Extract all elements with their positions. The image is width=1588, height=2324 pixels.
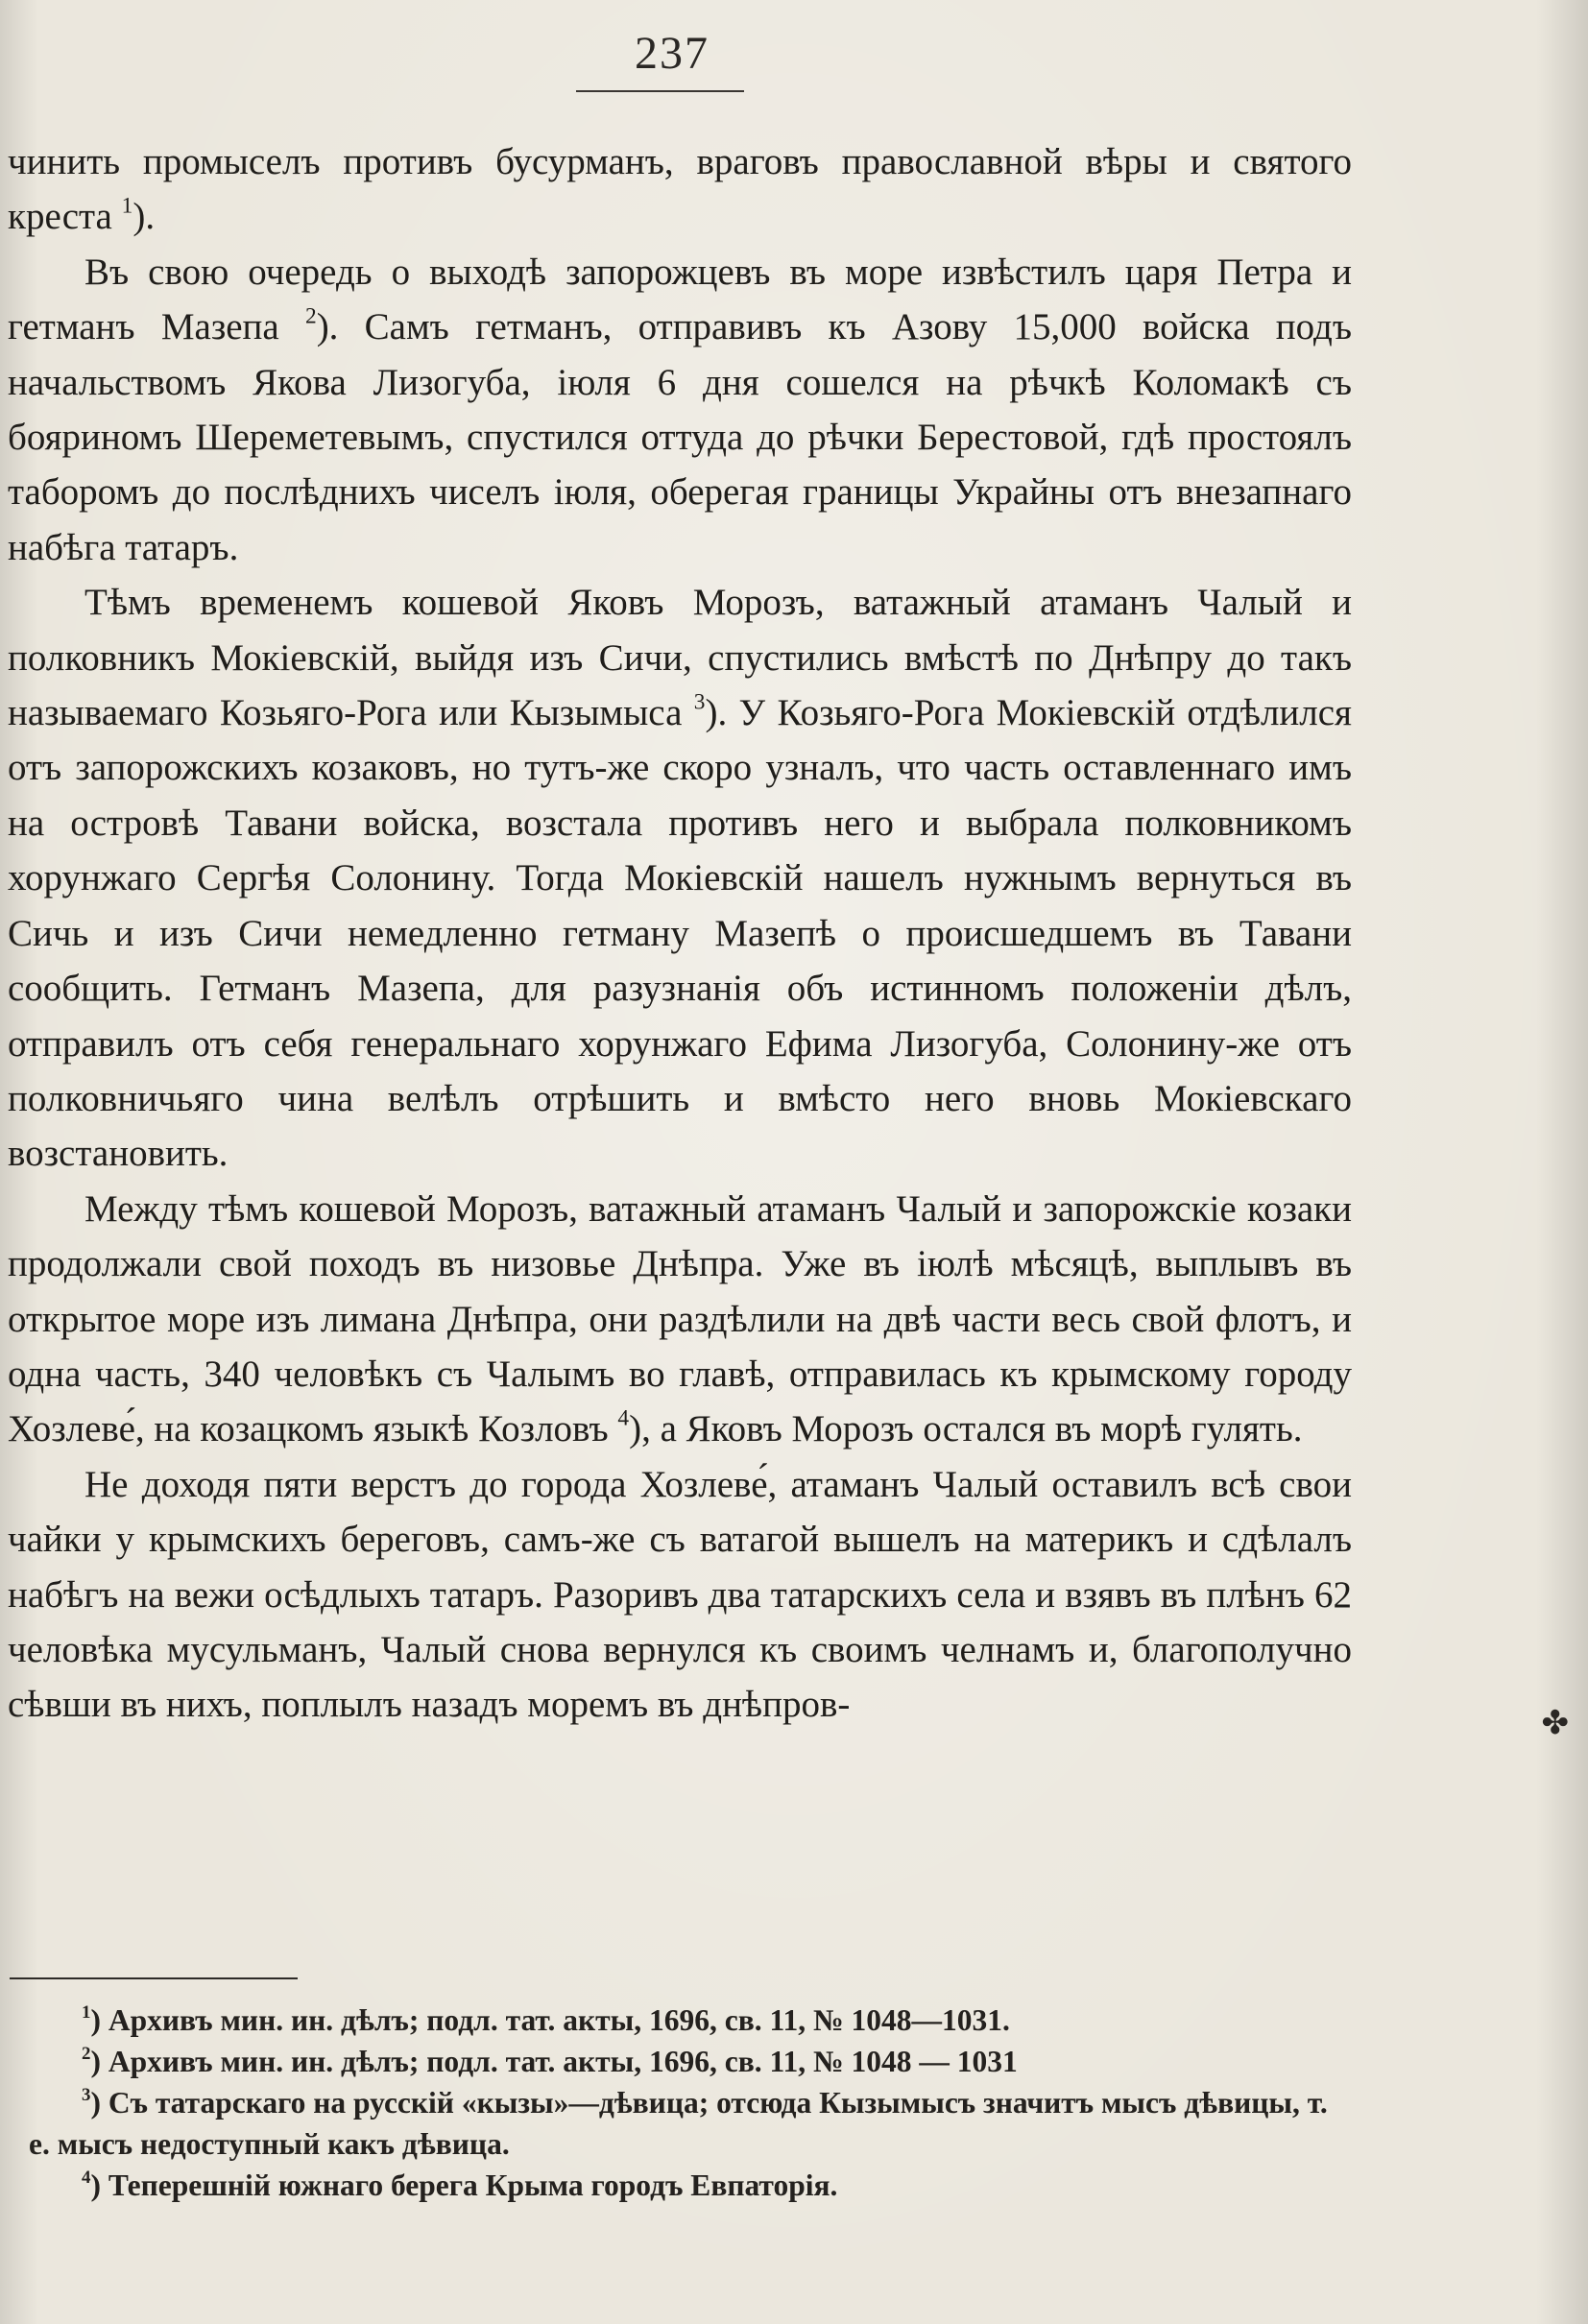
footnote-mark: 3	[82, 2084, 91, 2105]
footnote-text: Теперешній южнаго берега Крыма городъ Евпаторія.	[108, 2168, 838, 2202]
paragraph-5: Не доходя пяти верстъ до города Хозлеве́, атаманъ Чалый оставилъ всѣ свои чайки у крымскихъ береговъ, самъ-же съ ватагой вышелъ на материкъ и сдѣлалъ набѣгъ на вежи осѣдлыхъ татаръ. Разоривъ два татарскихъ села и взявъ въ плѣнъ 62 человѣка мусульманъ, Чалый снова вернулся къ своимъ челнамъ и, благополучно сѣвши въ нихъ, поплылъ назадъ моремъ въ днѣпров-	[8, 1463, 1352, 1726]
footnote-3: $^3$) Съ татарскаго на русскій «кызы»—дѣвица; отсюда Кызымысъ значитъ мысъ дѣвицы, т. е. мысъ недоступный какъ дѣвица.	[29, 2084, 1328, 2161]
footnote-ref-1: 1	[121, 194, 133, 220]
page-number-rule	[576, 90, 744, 92]
paragraph-3: Тѣмъ временемъ кошевой Яковъ Морозъ, ватажный атаманъ Чалый и полковникъ Мокіевскій, выйдя изъ Сичи, спустились вмѣстѣ по Днѣпру до такъ называемаго Козьяго-Рога или Кызымыса $^3$). У Козьяго-Рога Мокіевскій отдѣлился отъ запорожскихъ козаковъ, но тутъ-же скоро узналъ, что часть оставленнаго имъ на островѣ Тавани войска, возстала противъ него и выбрала полковникомъ хорунжаго Сергѣя Солонину. Тогда Мокіевскій нашелъ нужнымъ вернуться въ Сичь и изъ Сичи немедленно гетману Мазепѣ о происшедшемъ въ Тавани сообщить. Гетманъ Мазепа, для разузнанія объ истинномъ положеніи дѣлъ, отправилъ отъ себя генеральнаго хорунжаго Ефима Лизогуба, Солонину-же отъ полковничьяго чина велѣлъ отрѣшить и вмѣсто него вновь Мокіевскаго возстановить.	[8, 582, 1352, 1175]
body-text	[8, 134, 1352, 1733]
footnote-rule	[10, 1977, 298, 1979]
footnote-4: $^4$) Теперешній южнаго берега Крыма городъ Евпаторія.	[82, 2167, 838, 2202]
footnote-2: $^2$) Архивъ мин. ин. дѣлъ; подл. тат. акты, 1696, св. 11, № 1048 — 1031	[82, 2043, 1018, 2078]
footnote-mark: 2	[82, 2043, 91, 2064]
footnotes	[29, 2000, 1354, 2206]
page-number: 237	[635, 28, 710, 79]
footnote-text: Архивъ мин. ин. дѣлъ; подл. тат. акты, 1696, св. 11, № 1048—1031.	[108, 2003, 1010, 2037]
paragraph-4: Между тѣмъ кошевой Морозъ, ватажный атаманъ Чалый и запорожскіе козаки продолжали свой походъ въ низовье Днѣпра. Уже въ іюлѣ мѣсяцѣ, выплывъ въ открытое море изъ лимана Днѣпра, они раздѣлили на двѣ части весь свой флотъ, и одна часть, 340 человѣкъ съ Чалымъ во главѣ, отправилась къ крымскому городу Хозлеве́, на козацкомъ языкѣ Козловъ $^4$), а Яковъ Морозъ остался въ морѣ гулять.	[8, 1187, 1352, 1450]
footnote-text: Архивъ мин. ин. дѣлъ; подл. тат. акты, 1696, св. 11, № 1048 — 1031	[108, 2045, 1018, 2078]
footnote-ref-4: 4	[617, 1405, 630, 1431]
footnote-mark: 4	[82, 2167, 91, 2188]
footnote-text: Съ татарскаго на русскій «кызы»—дѣвица; отсюда Кызымысъ значитъ мысъ дѣвицы, т. е. мысъ недоступный какъ дѣвица.	[29, 2086, 1328, 2161]
footnote-ref-2: 2	[304, 303, 317, 329]
paragraph-1: чинить промыселъ противъ бусурманъ, враговъ православной вѣры и святого креста $^1$).	[8, 141, 1352, 238]
ink-blot-mark: ✤	[1541, 1706, 1569, 1741]
footnote-ref-3: 3	[693, 689, 706, 715]
footnote-mark: 1	[82, 2001, 91, 2023]
paragraph-2: Въ свою очередь о выходѣ запорожцевъ въ море извѣстилъ царя Петра и гетманъ Мазепа $^2$). Самъ гетманъ, отправивъ къ Азову 15,000 войска подъ начальствомъ Якова Лизогуба, іюля 6 дня сошелся на рѣчкѣ Коломакѣ съ бояриномъ Шереметевымъ, спустился оттуда до рѣчки Берестовой, гдѣ простоялъ таборомъ до послѣднихъ чиселъ іюля, оберегая границы Украйны отъ внезапнаго набѣга татаръ.	[8, 251, 1353, 568]
footnote-1: $^1$) Архивъ мин. ин. дѣлъ; подл. тат. акты, 1696, св. 11, № 1048—1031.	[82, 2001, 1010, 2037]
